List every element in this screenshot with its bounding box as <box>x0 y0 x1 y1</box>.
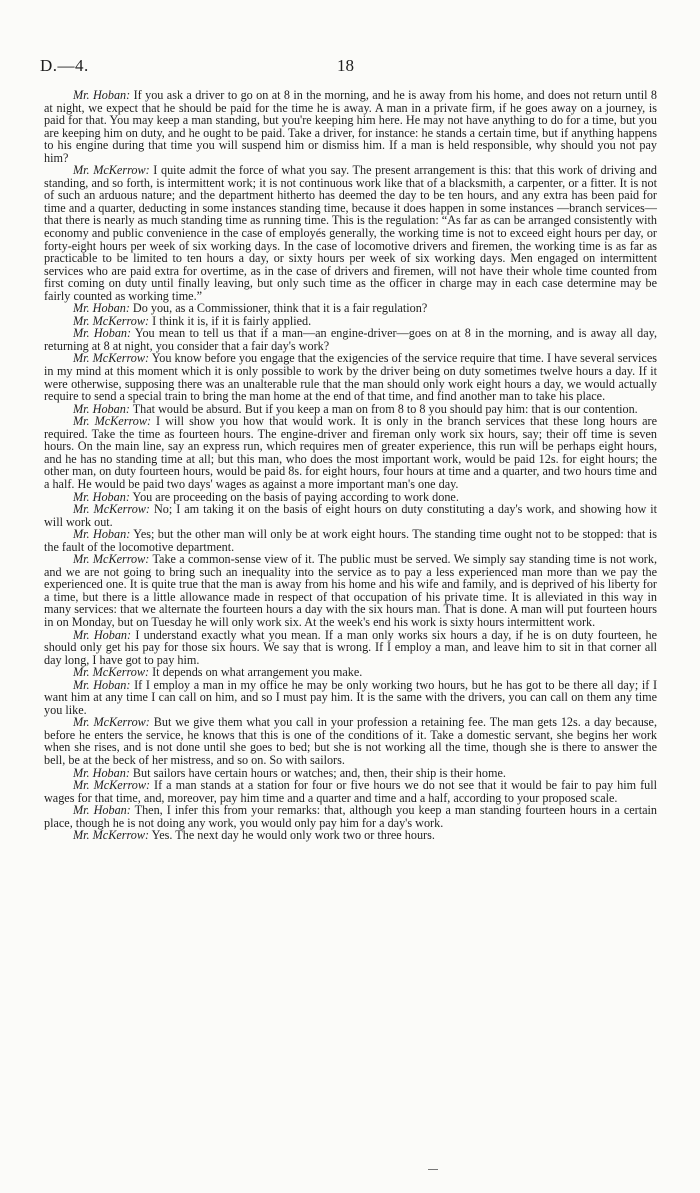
paragraph <box>44 553 657 628</box>
paragraph-text: Do you, as a Commissioner, think that it is a fair regulation? <box>132 301 428 316</box>
paragraph-text: I will show you how that would work. It is only in the branch services that these long hours are required. Take the time as fourteen hours. The engine-driver and fireman only work six hours, say; their off time is seven hours. On the main line, say an express run, which requires men of greater experience, this run will be perhaps eight hours, and he has no standing time at all; but this man, who does the most important work, would be paid 12s. for eight hours; the other man, on duty fourteen hours, would be paid 8s. for eight hours, four hours at time and a quarter, and two hours time and a half. He would be paid two days' wages as against a more important man's one day. <box>44 414 657 491</box>
paragraph-text: It depends on what arrangement you make. <box>152 665 363 680</box>
footer-rule <box>428 1169 438 1170</box>
page-header-code: D.—4. <box>40 56 89 75</box>
paragraph <box>44 528 657 553</box>
paragraph-text: I think it is, if it is fairly applied. <box>152 313 312 328</box>
paragraph-text: Then, I infer this from your remarks: that, although you keep a man standing fourteen hours in a certain place, though he is not doing any work, you would only pay him for a day's work. <box>44 803 657 830</box>
speaker-name: Mr. Hoban: <box>73 489 130 504</box>
paragraph <box>44 804 657 829</box>
paragraph <box>44 716 657 766</box>
paragraph <box>44 503 657 528</box>
speaker-name: Mr. McKerrow: <box>73 665 150 680</box>
speaker-name: Mr. McKerrow: <box>73 414 152 429</box>
speaker-name: Mr. Hoban: <box>73 627 132 642</box>
paragraph-text: You mean to tell us that if a man—an engine-driver—goes on at 8 in the morning, and is away all day, returning at 8 at night, you consider that a fair day's work? <box>44 326 657 353</box>
paragraph <box>44 679 657 717</box>
paragraph-text: Take a common-sense view of it. The public must be served. We simply say standing time is not work, and we are not going to bring such an inequality into the service as to pay a less experienced man more than we pay the experienced one. It is quite true that the man is away from his home and his wife and family, and is deprived of his liberty for a time, but there is a little allowance made in respect of that occupation of his private time. It is alleviated in this way in many services: that we alternate the fourteen hours a day with the six hours man. That is done. A man will put fourteen hours in on Monday, but on Tuesday he will only work six. At the week's end his work is sixty hours intermittent work. <box>44 552 657 629</box>
speaker-name: Mr. Hoban: <box>73 677 131 692</box>
speaker-name: Mr. McKerrow: <box>73 828 150 843</box>
page-number: 18 <box>337 56 354 75</box>
speaker-name: Mr. Hoban: <box>73 88 131 102</box>
paragraph <box>44 415 657 490</box>
paragraph-text: I understand exactly what you mean. If a man only works six hours a day, if he is on duty fourteen, he should only get his pay for those six hours. We say that is wrong. If I employ a man, and leave him to sit in that corner all day long, I have got to pay him. <box>44 627 657 667</box>
speaker-name: Mr. McKerrow: <box>73 163 150 178</box>
speaker-name: Mr. Hoban: <box>73 301 130 316</box>
paragraph-text: That would be absurd. But if you keep a man on from 8 to 8 you should pay him: that is our contention. <box>132 401 638 416</box>
paragraph <box>44 779 657 804</box>
paragraph-text: You know before you engage that the exigencies of the service require that time. I have several services in my mind at this moment which it is only possible to work by the driver being on duty sometimes twelve hours a day. If it were otherwise, supposing there was an unalterable rule that the man should only work eight hours a day, we would actually require to send a special train to bring the man home at the end of that time, and find another man to take his place. <box>44 351 657 404</box>
speaker-name: Mr. McKerrow: <box>73 313 150 328</box>
speaker-name: Mr. McKerrow: <box>73 502 150 517</box>
paragraph-text: Yes; but the other man will only be at work eight hours. The standing time ought not to be stopped: that is the fault of the locomotive department. <box>44 527 657 554</box>
speaker-name: Mr. Hoban: <box>73 765 130 780</box>
paragraph-text: But we give them what you call in your profession a retaining fee. The man gets 12s. a day because, before he enters the service, he knows that this is one of the conditions of it. Take a domestic servant, she begins her work when she rises, and is not done until she goes to bed; but she is not working all the time, though she is there to answer the bell, be at the beck of her mistress, and so on. So with sailors. <box>44 715 658 767</box>
speaker-name: Mr. McKerrow: <box>73 778 151 793</box>
paragraph <box>44 164 657 302</box>
paragraph <box>44 352 657 402</box>
paragraph <box>44 327 657 352</box>
speaker-name: Mr. Hoban: <box>73 401 130 416</box>
paragraph-text: If a man stands at a station for four or five hours we do not see that it would be fair to pay him full wages for that time, and, moreover, pay him time and a quarter and time and a half, according to your proposed scale. <box>44 778 657 805</box>
paragraph-text: But sailors have certain hours or watches; and, then, their ship is their home. <box>132 765 506 780</box>
paragraph <box>44 629 657 667</box>
paragraph <box>44 89 657 164</box>
paragraph <box>44 829 657 842</box>
paragraph-text: Yes. The next day he would only work two or three hours. <box>151 828 435 843</box>
speaker-name: Mr. McKerrow: <box>73 552 150 567</box>
speaker-name: Mr. Hoban: <box>73 326 132 341</box>
paragraph-text: If I employ a man in my office he may be only working two hours, but he has got to be there all day; if I want him at any time I can call on him, and so I must pay him. It is the same with the drivers, you can call on them any time you like. <box>44 677 658 717</box>
paragraph-text: No; I am taking it on the basis of eight hours on duty constituting a day's work, and showing how it will work out. <box>44 502 658 529</box>
speaker-name: Mr. Hoban: <box>73 527 131 542</box>
transcript-body <box>44 89 657 842</box>
paragraph-text: You are proceeding on the basis of paying according to work done. <box>132 489 459 504</box>
speaker-name: Mr. McKerrow: <box>73 351 150 366</box>
paragraph-text: If you ask a driver to go on at 8 in the morning, and he is away from his home, and does not return until 8 at night, we expect that he should be paid for the time he is away. A man in a private firm, if he goes away on a journey, is paid for that. You may keep a man standing, but you're keeping him here. He may not have anything to do for a time, but you are keeping him on duty, and he ought to be paid. Take a driver, for instance: he stands a certain time, but if anything happens to his engine during that time you will suspend him or dismiss him. If a man is held responsible, why should you not pay him? <box>44 88 657 165</box>
speaker-name: Mr. Hoban: <box>73 803 131 818</box>
speaker-name: Mr. McKerrow: <box>73 715 150 730</box>
paragraph-text: I quite admit the force of what you say. The present arrangement is this: that this work of driving and standing, and so forth, is intermittent work; it is not continuous work like that of a blacksmith, a carpenter, or a fitter. It is not of such an arduous nature; and the department hitherto has deemed the day to be ten hours, and any extra has been paid for time and a quarter, deducting in some instances standing time, because it does happen in some instances —branch services—that there is nearly as much standing time as running time. This is the regulation: “As far as can be arranged consistently with economy and public convenience in the case of employés generally, the working time is not to exceed eight hours per day, or forty-eight hours per week of six working days. In the case of locomotive drivers and firemen, the working time is as far as practicable to be limited to ten hours a day, or sixty hours per week of six working days. Men engaged on intermittent services who are paid extra for overtime, as in the case of drivers and firemen, will not have their whole time counted from first coming on duty until finally leaving, but only such time as the officer in charge may in each case determine may be fairly counted as working time.” <box>44 163 657 303</box>
